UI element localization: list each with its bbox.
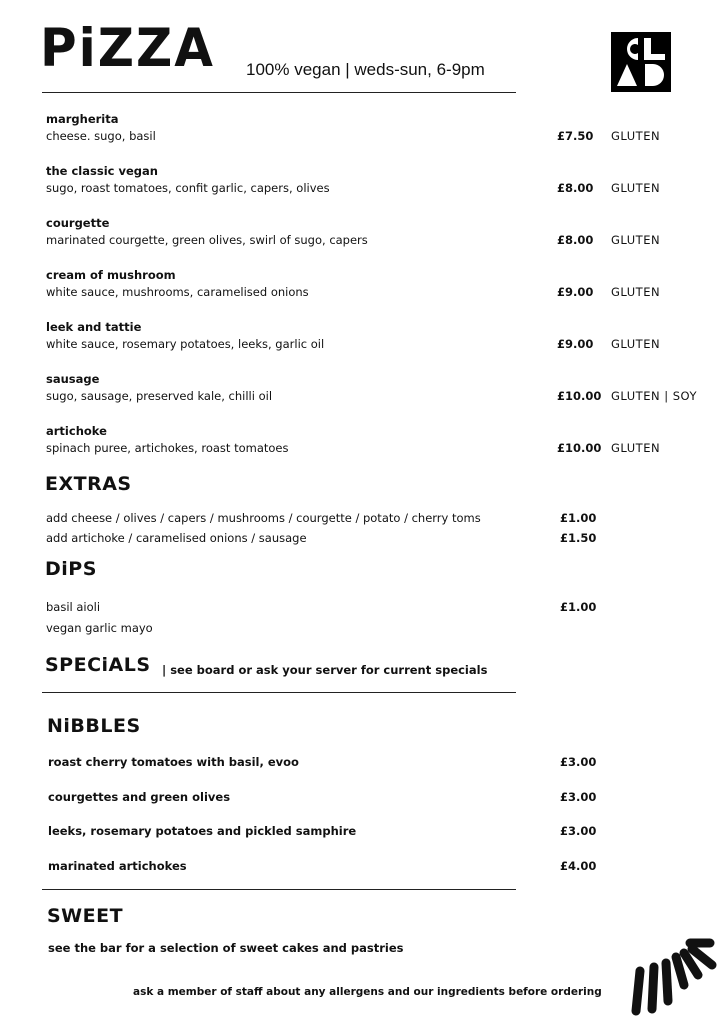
extras-item: add cheese / olives / capers / mushrooms / courgette / potato / cherry toms xyxy=(46,511,481,525)
specials-note: | see board or ask your server for current specials xyxy=(162,663,488,677)
nibbles-item: roast cherry tomatoes with basil, evoo xyxy=(48,755,299,769)
pizza-allergens: GLUTEN xyxy=(611,181,661,195)
pizza-name: margherita xyxy=(46,112,119,126)
sweet-heading: SWEET xyxy=(47,905,124,927)
page-title: PiZZA xyxy=(40,17,215,79)
specials-divider xyxy=(42,692,516,693)
pizza-price: £10.00 xyxy=(557,441,602,455)
pizza-description: spinach puree, artichokes, roast tomatoes xyxy=(46,441,289,455)
specials-heading: SPECiALS xyxy=(45,654,151,676)
pizza-price: £9.00 xyxy=(557,285,594,299)
sunburst-icon xyxy=(628,935,718,1019)
nibbles-price: £3.00 xyxy=(560,824,597,838)
pizza-name: leek and tattie xyxy=(46,320,142,334)
pizza-name: courgette xyxy=(46,216,110,230)
extras-price: £1.50 xyxy=(560,531,597,545)
dips-item: basil aioli xyxy=(46,600,101,614)
nibbles-item: leeks, rosemary potatoes and pickled samphire xyxy=(48,824,357,838)
pizza-price: £8.00 xyxy=(557,181,594,195)
dips-price: £1.00 xyxy=(560,600,597,614)
pizza-description: sugo, roast tomatoes, confit garlic, capers, olives xyxy=(46,181,330,195)
pizza-description: white sauce, rosemary potatoes, leeks, garlic oil xyxy=(46,337,325,351)
pizza-description: cheese. sugo, basil xyxy=(46,129,156,143)
pizza-description: white sauce, mushrooms, caramelised onions xyxy=(46,285,309,299)
pizza-name: cream of mushroom xyxy=(46,268,176,282)
sweet-note: see the bar for a selection of sweet cakes and pastries xyxy=(48,941,404,955)
pizza-name: artichoke xyxy=(46,424,107,438)
pizza-price: £10.00 xyxy=(557,389,602,403)
nibbles-price: £4.00 xyxy=(560,859,597,873)
header-divider xyxy=(42,92,516,93)
pizza-allergens: GLUTEN xyxy=(611,129,661,143)
dips-item: vegan garlic mayo xyxy=(46,621,153,635)
extras-price: £1.00 xyxy=(560,511,597,525)
nibbles-item: courgettes and green olives xyxy=(48,790,231,804)
pizza-price: £9.00 xyxy=(557,337,594,351)
extras-item: add artichoke / caramelised onions / sausage xyxy=(46,531,307,545)
pizza-price: £7.50 xyxy=(557,129,594,143)
brand-logo-icon xyxy=(611,32,671,92)
pizza-description: sugo, sausage, preserved kale, chilli oil xyxy=(46,389,273,403)
allergen-footer-note: ask a member of staff about any allergens and our ingredients before ordering xyxy=(133,986,602,998)
pizza-name: the classic vegan xyxy=(46,164,158,178)
pizza-name: sausage xyxy=(46,372,100,386)
extras-heading: EXTRAS xyxy=(45,473,132,495)
page-subtitle: 100% vegan | weds-sun, 6-9pm xyxy=(246,60,485,79)
pizza-description: marinated courgette, green olives, swirl of sugo, capers xyxy=(46,233,368,247)
nibbles-price: £3.00 xyxy=(560,755,597,769)
pizza-allergens: GLUTEN xyxy=(611,337,661,351)
pizza-allergens: GLUTEN xyxy=(611,441,661,455)
nibbles-item: marinated artichokes xyxy=(48,859,187,873)
pizza-allergens: GLUTEN xyxy=(611,233,661,247)
pizza-allergens: GLUTEN xyxy=(611,285,661,299)
nibbles-heading: NiBBLES xyxy=(47,715,141,737)
pizza-price: £8.00 xyxy=(557,233,594,247)
nibbles-divider xyxy=(42,889,516,890)
dips-heading: DiPS xyxy=(45,558,97,580)
pizza-allergens: GLUTEN | SOY xyxy=(611,389,697,403)
nibbles-price: £3.00 xyxy=(560,790,597,804)
